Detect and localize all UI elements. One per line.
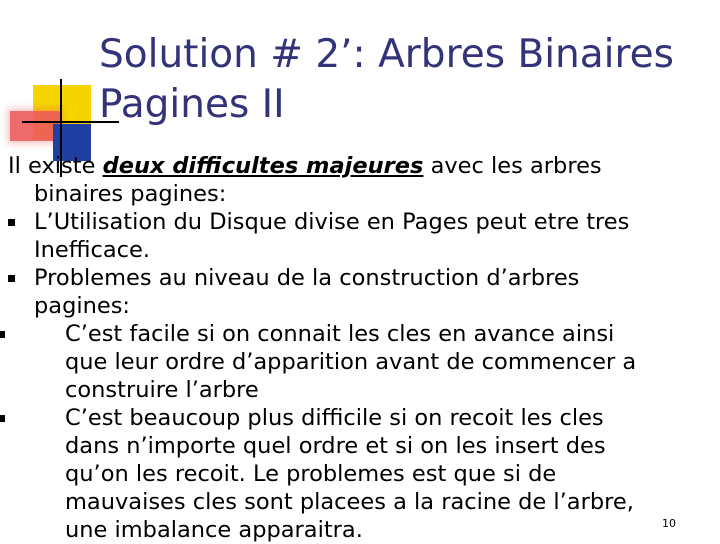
square-bullet-icon [8,219,15,226]
slide-body [8,152,713,544]
subbullet-2-line-4: mauvaises cles sont placees a la racine de l’arbre, [65,489,634,515]
subbullet-2-line-2: dans n’importe quel ordre et si on les insert des [65,433,606,459]
square-bullet-icon [0,331,5,338]
subbullet-item-2 [8,404,713,544]
subbullet-2-line-3: qu’on les recoit. Le problemes est que si de [65,461,557,487]
intro-suffix: avec les arbres [423,153,602,179]
slide-title-line-2: Pagines II [99,82,285,127]
subbullet-2-line-1: C’est beaucoup plus difficile si on recoit les cles [65,405,604,431]
slide-number: 10 [662,517,676,530]
bullet-2-line-2: pagines: [34,293,131,319]
slide-title-line-1: Solution # 2’: Arbres Binaires [99,32,674,77]
square-bullet-icon [8,275,15,282]
bullet-2-line-1: Problemes au niveau de la construction d’arbres [34,265,580,291]
square-bullet-icon [0,415,5,422]
bullet-1-line-1: L’Utilisation du Disque divise en Pages peut etre tres [34,209,630,235]
subbullet-1-line-2: que leur ordre d’apparition avant de commencer a [65,349,637,375]
bullet-1-line-2: Inefficace. [34,237,151,263]
intro-emphasis: deux difficultes majeures [102,153,424,179]
slide-title [99,30,674,130]
bullet-item-2 [8,264,713,320]
subbullet-2-line-5: une imbalance apparaitra. [65,517,363,543]
subbullet-item-1 [8,320,713,404]
intro-continuation: binaires pagines: [34,181,227,207]
subbullet-1-line-3: construire l’arbre [65,377,259,403]
subbullet-1-line-1: C’est facile si on connait les cles en avance ainsi [65,321,615,347]
bullet-item-1 [8,208,713,264]
intro-prefix: Il existe [8,153,103,179]
intro-line [8,152,713,180]
